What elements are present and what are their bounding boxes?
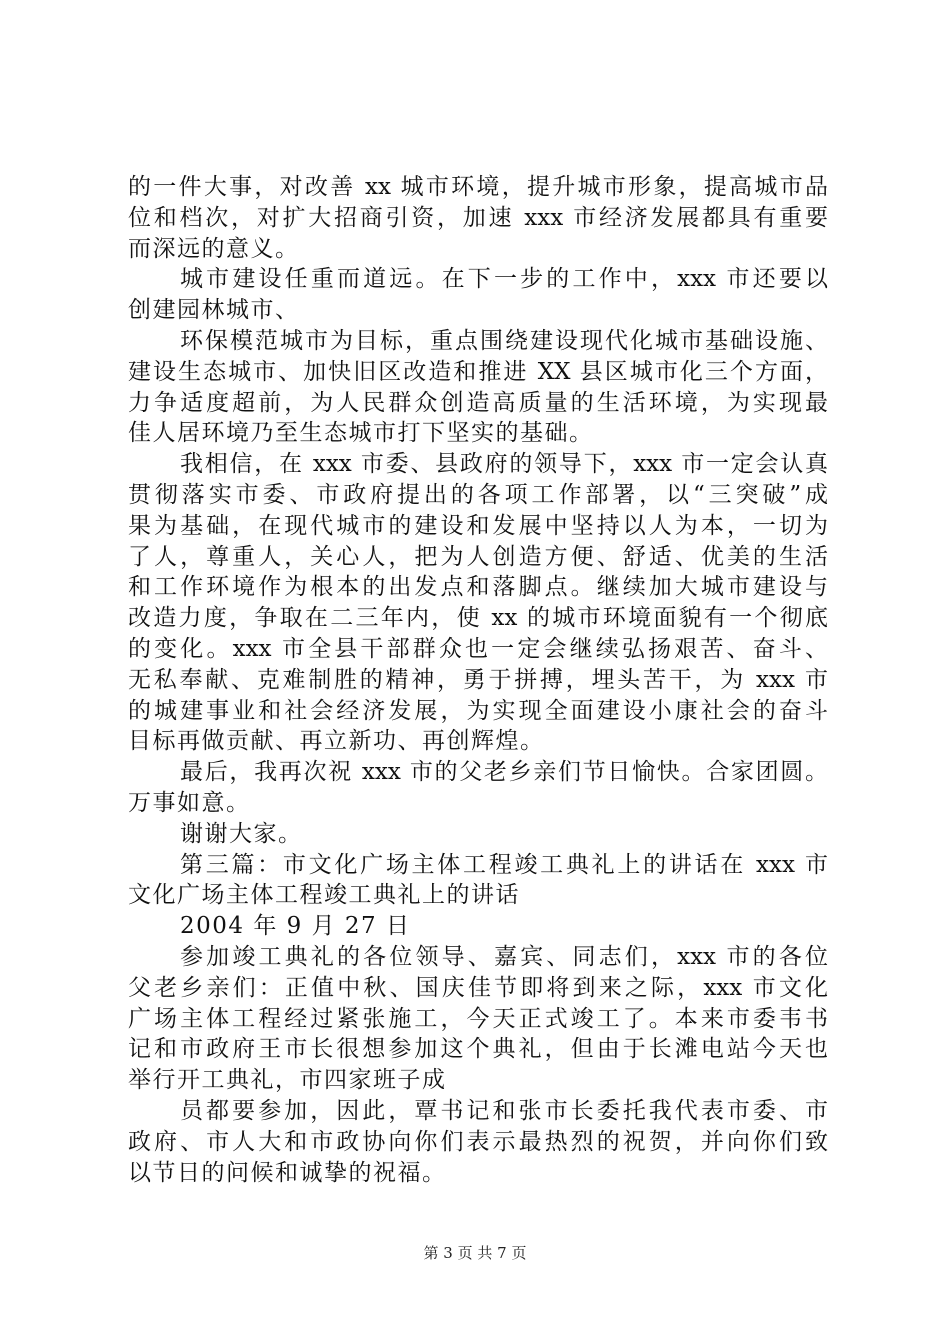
section-heading: 文化广场主体工程竣工典礼上的讲话 bbox=[128, 882, 520, 909]
date-line: 2004 年 9 月 27 日 bbox=[180, 913, 411, 940]
text-line: 以节日的问候和诚挚的祝福。 bbox=[128, 1159, 447, 1186]
text-line: 广场主体工程经过紧张施工，今天正式竣工了。本来市委韦书 bbox=[128, 1005, 828, 1032]
text-line: 记和市政府王市长很想参加这个典礼，但由于长滩电站今天也 bbox=[128, 1036, 828, 1063]
text-line: 和工作环境作为根本的出发点和落脚点。继续加大城市建设与 bbox=[128, 574, 828, 601]
text-line: 创建园林城市、 bbox=[128, 297, 300, 324]
text-line: 政府、市人大和市政协向你们表示最热烈的祝贺，并向你们致 bbox=[128, 1128, 828, 1155]
text-line: 我相信，在 xxx 市委、县政府的领导下，xxx 市一定会认真 bbox=[180, 451, 828, 478]
text-line: 贯彻落实市委、市政府提出的各项工作部署，以“三突破”成 bbox=[128, 481, 828, 508]
text-line: 的一件大事，对改善 xx 城市环境，提升城市形象，提高城市品 bbox=[128, 174, 828, 200]
page-number-footer: 第 3 页 共 7 页 bbox=[423, 1244, 527, 1262]
text-line: 城市建设任重而道远。在下一步的工作中，xxx 市还要以 bbox=[180, 266, 828, 293]
text-line: 举行开工典礼，市四家班子成 bbox=[128, 1067, 447, 1094]
text-line: 目标再做贡献、再立新功、再创辉煌。 bbox=[128, 728, 545, 755]
text-line: 建设生态城市、加快旧区改造和推进 XX 县区城市化三个方面， bbox=[128, 358, 828, 385]
document-body bbox=[128, 172, 828, 1188]
text-line: 员都要参加，因此，覃书记和张市长委托我代表市委、市 bbox=[180, 1097, 828, 1124]
text-line: 谢谢大家。 bbox=[180, 820, 303, 847]
text-line: 无私奉献、克难制胜的精神，勇于拼搏，埋头苦干，为 xxx 市 bbox=[128, 666, 828, 693]
text-line: 的变化。xxx 市全县干部群众也一定会继续弘扬艰苦、奋斗、 bbox=[128, 635, 828, 662]
text-line: 最后，我再次祝 xxx 市的父老乡亲们节日愉快。合家团圆。 bbox=[180, 759, 828, 786]
text-line: 父老乡亲们：正值中秋、国庆佳节即将到来之际，xxx 市文化 bbox=[128, 974, 828, 1001]
text-line: 改造力度，争取在二三年内，使 xx 的城市环境面貌有一个彻底 bbox=[128, 605, 828, 632]
text-line: 佳人居环境乃至生态城市打下坚实的基础。 bbox=[128, 420, 594, 447]
text-line: 力争适度超前，为人民群众创造高质量的生活环境，为实现最 bbox=[128, 389, 828, 416]
text-line: 果为基础，在现代城市的建设和发展中坚持以人为本，一切为 bbox=[128, 512, 828, 539]
text-line: 环保模范城市为目标，重点围绕建设现代化城市基础设施、 bbox=[180, 327, 828, 354]
text-line: 万事如意。 bbox=[128, 789, 251, 816]
text-line: 参加竣工典礼的各位领导、嘉宾、同志们，xxx 市的各位 bbox=[180, 943, 828, 970]
section-heading: 第三篇：市文化广场主体工程竣工典礼上的讲话在 xxx 市 bbox=[180, 851, 828, 878]
text-line: 而深远的意义。 bbox=[128, 235, 300, 262]
text-line: 了人，尊重人，关心人，把为人创造方便、舒适、优美的生活 bbox=[128, 543, 828, 570]
text-line: 的城建事业和社会经济发展，为实现全面建设小康社会的奋斗 bbox=[128, 697, 828, 724]
text-line: 位和档次，对扩大招商引资，加速 xxx 市经济发展都具有重要 bbox=[128, 204, 828, 231]
